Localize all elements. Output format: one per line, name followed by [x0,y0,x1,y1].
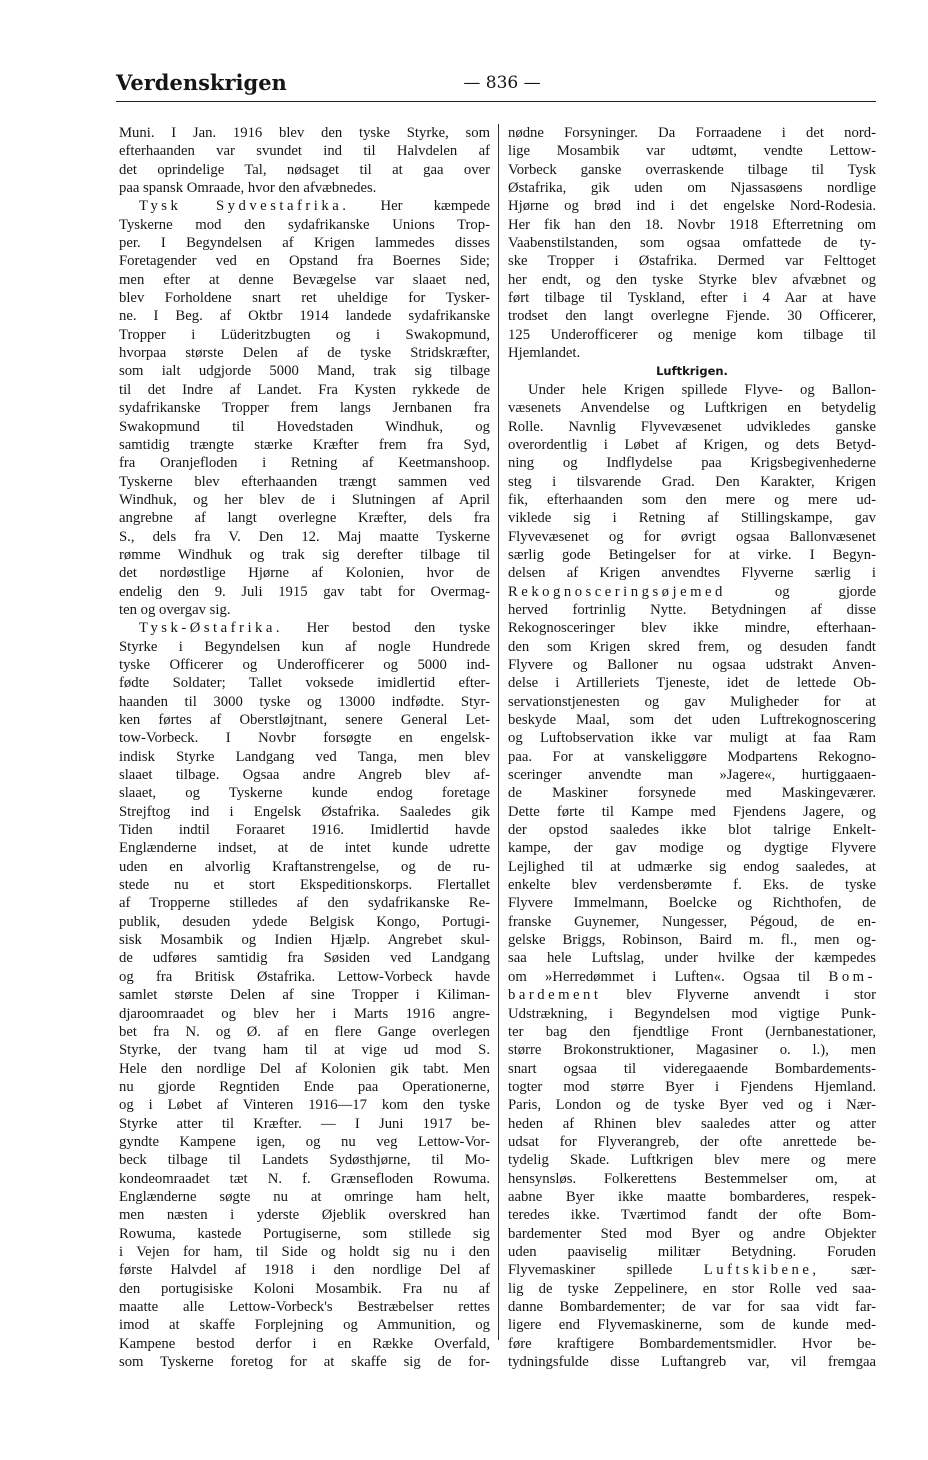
text-line: Dette førte til Kampe med Fjendens Jagere, og [508,803,876,820]
text-line: Flyvere og Balloner nu ogsaa udstrakt Anven- [508,656,876,673]
text-fragment: Her kæmpede [349,198,490,215]
text-line: beskyde Maal, som det uden Luftrekognoscering [508,712,876,728]
text-line: det nordøstlige Hjørne af Kolonien, hvor de [119,565,490,582]
text-line: lige Mosambik var udtømt, vendte Lettow- [508,143,876,160]
text-line: nødne Forsyninger. Da Forraadene i det nord- [508,125,876,141]
text-line: Lejlighed til at udmærke sig endog saaledes, at [508,858,876,875]
text-line: servationstjenesten og gav Muligheder for at [508,693,876,710]
text-line: men efter at denne Bevægelse var slaaet ned, [119,271,490,288]
text-line: nu gjorde Regntiden Ende paa Operationerne, [119,1078,490,1095]
text-fragment: blev Flyverne anvendt i stor [601,987,876,1004]
text-line: og i Løbet af Vinteren 1916—17 kom den tyske [119,1097,490,1114]
text-line: bet fra N. og Ø. af en flere Gange overlegen [119,1023,490,1040]
text-line: hensynsløs. Folkerettens Bestemmelser om, at [508,1170,876,1187]
column-divider [498,124,499,1340]
spaced-term-bombardement-part1: Bom- [828,968,876,985]
text-line: heden af Rhinen blev saaledes atter og atter [508,1115,876,1132]
text-line: ne. I Beg. af Oktbr 1914 landede sydafrikanske [119,308,490,325]
text-line: viklede sig i Retning af Stillingskampe, gav [508,510,876,527]
text-line: 125 Underofficerer og menige kom tilbage til [508,326,876,343]
text-line: Paris, London og de tyske Byer ved og i Nær- [508,1097,876,1114]
text-line: beck tilbage til Landets Sydøsthjørne, til Mo- [119,1152,490,1169]
text-line: men næsten i yderste Øjeblik overskred han [119,1207,490,1224]
text-line: angrebne af langt overlegne Kræfter, dels fra [119,510,490,527]
text-line: og Luftobservation ikke var muligt at faa Ram [508,730,876,747]
text-line: Tyskerne mod den sydafrikanske Unions Trop- [119,216,490,233]
text-line: den portugisiske Koloni Mosambik. Fra nu af [119,1280,490,1297]
text-line: gyndte Kampene igen, og nu veg Lettow-Vor- [119,1133,490,1150]
text-line: sydafrikanske Tropper frem langs Jernbanen fra [119,400,490,417]
emphasis-line [508,968,876,986]
text-line: blev Forholdene snart ret uheldige for Tysker- [119,290,490,307]
text-line: tyske Officerer og Underofficerer og 5000 ind- [119,656,490,673]
text-line: danne Bombardementer; de var for saa vidt far- [508,1299,876,1315]
text-line: herved fortrinlig Nytte. Betydningen af disse [508,601,876,618]
text-line: haanden til 3000 tyske og 13000 indfødte. Styr- [119,693,490,710]
text-line: paa spansk Omraade, hvor den afvæbnedes. [119,180,377,197]
text-line: S., dels fra V. Den 12. Maj maatte Tyskerne [119,528,490,545]
text-line: Rolle. Navnlig Flyvevæsenet udvikledes ganske [508,418,876,435]
text-line: som ialt udgjorde 5000 Mand, trak sig tilbage [119,363,490,380]
section-heading-luftkrigen: Luftkrigen. [656,364,728,379]
section-line [119,619,490,637]
text-line: paa. For at vanskeliggøre Modpartens Rekogno- [508,748,876,765]
text-line: fra Oranjefloden i Retning af Keetmanshoop. [119,455,490,472]
text-line: Hjørne og brød ind i det engelske Nord-Rodesia. [508,198,876,215]
text-line: saa hele Luftslag, under hvilke der kæmpedes [508,950,876,967]
text-line: Rowuma, kastede Portugiserne, som stillede sig [119,1225,490,1242]
section-title-tysk-ostafrika: Tysk-Østafrika. [139,620,284,637]
text-line: til det Indre af Landet. Fra Kysten rykkede de [119,381,490,398]
text-line: Muni. I Jan. 1916 blev den tyske Styrke, som [119,125,490,141]
text-fragment: og gjorde [725,583,876,600]
text-line: udsat for Flyverangreb, der ofte anrettede be- [508,1133,876,1150]
text-line: kondeomraadet tæt N. f. Grænsefloden Rowuma. [119,1170,490,1187]
text-line: fødte Soldater; Tallet voksede imidlertid efter- [119,675,490,692]
text-line: de udføres samtidig fra Søsiden ved Landgang [119,950,490,967]
text-line: steg i tilsvarende Grad. Den Karakter, Krigen [508,473,876,490]
right-column [508,124,876,1371]
text-fragment: Her bestod den tyske [283,620,490,637]
text-fragment: sær- [819,1262,876,1279]
text-line: delsen af Krigen anvendtes Flyverne særlig i [508,565,876,582]
text-fragment: Flyvemaskiner spillede [508,1262,673,1279]
text-line: Tropper i Lüderitzbugten og i Swakopmund, [119,326,490,343]
text-line: ske Tropper i Østafrika. Dermed var Felttoget [508,253,876,270]
spaced-term-bombardement-part2: bardement [508,987,602,1004]
text-line: den som Krigen skred frem, og desuden fandt [508,638,876,655]
spaced-term-luftskibene: Luftskibene, [703,1262,820,1279]
emphasis-line [508,583,876,601]
text-line: bardementer Sted mod Byer og andre Objekter [508,1225,876,1242]
text-line: ter bag den fjendtlige Front (Jernbanestationer, [508,1023,876,1040]
text-line: snart ogsaa til videregaaende Bombardements- [508,1060,876,1077]
text-line: Flyvevæsenet og for øvrigt ogsaa Ballonvæsenet [508,528,876,545]
text-line: i Vejen for ham, til Side og holdt sig nu i den [119,1243,490,1260]
text-line: og fra Britisk Østafrika. Lettow-Vorbeck havde [119,968,490,985]
text-line: uden paaviselig militær Betydning. Foruden [508,1243,876,1260]
text-line: slaaet, og Tyskerne kunde endog foretage [119,785,490,802]
text-line: overordentlig i Løbet af Krigen, og dets Betyd- [508,436,876,453]
text-line: uden en alvorlig Kraftanstrengelse, og de ru- [119,858,490,875]
header-rule [116,101,876,102]
text-line: af Tropperne stilledes af den sydafrikanske Re- [119,895,490,912]
text-line: endelig den 9. Juli 1915 gav tabt for Overmag- [119,583,490,600]
text-line: delse i Artilleriets Tjeneste, idet de lettede Ob- [508,675,876,692]
text-line: per. I Begyndelsen af Krigen lammedes disses [119,235,490,252]
running-title: Verdenskrigen [116,70,287,95]
text-line: kampe, der gav modige og dygtige Flyvere [508,840,876,857]
text-line: Tiden indtil Foraaret 1916. Imidlertid havde [119,822,490,839]
text-line: ført tilbage til Tyskland, efter i 4 Aar at have [508,290,876,307]
text-line: ning og Indflydelse paa Krigsbegivenhederne [508,455,876,472]
text-line: djaroomraadet og blev her i Marts 1916 angre- [119,1005,490,1022]
text-line: særlig gode Betingelser for at virke. I Begyn- [508,546,876,563]
text-line: væsenets Anvendelse og Luftkrigen en betydelig [508,400,876,417]
text-line: Østafrika, gik uden om Njassasøens nordlige [508,180,876,197]
text-line: Strejftog ind i Engelsk Østafrika. Saaledes gik [119,803,490,820]
page-number: — 836 — [463,73,541,93]
text-line: indisk Styrke Landgang ved Tanga, men blev [119,748,490,765]
text-line: publik, desuden ydede Belgisk Kongo, Portugi- [119,913,490,930]
text-line: her endt, og den tyske Styrke blev afvæbnet og [508,271,876,288]
text-line: Tyskerne blev efterhaanden trængt sammen ved [119,473,490,490]
text-line: de Maskiner forsynede med Maskingeværer. [508,785,876,802]
left-column [119,124,490,1371]
text-line: første Halvdel af 1918 i den nordlige Del af [119,1262,490,1279]
text-line: hvorpaa største Delen af de tyske Stridskræfter, [119,345,490,362]
text-line: sceringer anvendte man »Jagere«, hurtiggaaen- [508,767,876,784]
text-line: fik, efterhaanden som den mere og mere ud- [508,491,876,508]
text-line: Windhuk, og her blev de i Slutningen af April [119,491,490,508]
text-line: Flyvere Immelmann, Boelcke og Richthofen, de [508,895,876,912]
text-line: det oprindelige Tal, nødsaget til at gaa over [119,161,490,178]
text-line: Foretagender ved en Opstand fra Boernes Side; [119,253,490,270]
text-fragment: om »Herredømmet i Luften«. Ogsaa til [508,968,811,985]
text-line: føre kraftigere Bombardementsmidler. Hvor be- [508,1335,876,1352]
text-line: enkelte blev verdensberømte f. Eks. de tyske [508,877,876,894]
text-line: efterhaanden var svundet ind til Halvdelen af [119,143,490,160]
text-line: tydelig Skade. Luftkrigen blev mere og mere [508,1152,876,1169]
text-line: rømme Windhuk og trak sig derefter tilbage til [119,546,490,563]
text-line: tow-Vorbeck. I Novbr forsøgte en engelsk- [119,730,490,747]
text-line: samtidig trængte stærke Kræfter frem fra Syd, [119,436,490,453]
text-line: teredes ikke. Tværtimod fandt der ofte Bom- [508,1207,876,1224]
text-line: aabne Byer ikke maatte bombarderes, respek- [508,1188,876,1205]
spaced-term-rekognosceringsojemed: Rekognosceringsøjemed [508,583,726,600]
text-line: Hjemlandet. [508,345,581,362]
text-line: trodset den langt overlegne Fjende. 30 Officerer, [508,308,876,325]
text-line: Swakopmund til Hovedstaden Windhuk, og [119,418,490,435]
text-line: tydningsfulde disse Luftangreb var, vil fremgaa [508,1354,876,1371]
text-line: Hele den nordlige Del af Kolonien gik tabt. Men [119,1060,490,1077]
text-line: Styrke i Begyndelsen kun af nogle Hundrede [119,638,490,655]
text-line: der opstod saaledes ikke blot talrige Enkelt- [508,822,876,839]
text-line: Rekognosceringer blev ikke mindre, efterhaan- [508,620,876,637]
text-line: Englænderne søgte nu at omringe ham helt, [119,1188,490,1205]
section-line [119,197,490,215]
text-line: Her fik han den 18. Novbr 1918 Efterretning om [508,216,876,233]
text-line: Udstrækning, i Begyndelsen mod vigtige Punk- [508,1005,876,1022]
text-line: franske Guynemer, Nungesser, Pégoud, de en- [508,913,876,930]
text-line: ligere end Flyvemaskinerne, som de kunde med- [508,1317,876,1334]
text-line: Vorbeck ganske overraskende tilbage til Tysk [508,161,876,178]
text-line: Englænderne indset, at de intet kunde udrette [119,840,490,857]
emphasis-line [508,986,876,1004]
text-line: ken førtes af Oberstløjtnant, senere General Let- [119,712,490,728]
section-title-tysk-sydvestafrika: Tysk Sydvestafrika. [139,198,350,215]
text-line: slaaet tilbage. Ogsaa andre Angreb blev af- [119,767,490,784]
emphasis-line [508,1261,876,1279]
text-line: Kampene bestod derfor i en Række Overfald, [119,1335,490,1352]
text-line: gelske Briggs, Robinson, Baird m. fl., men og- [508,932,876,949]
text-line: stede nu et stort Ekspeditionskorps. Flertallet [119,877,490,894]
text-line: Styrke, der tvang ham til at vige ud mod S. [119,1042,490,1059]
text-line: maatte alle Lettow-Vorbeck's Bestræbelser rettes [119,1299,490,1315]
text-line: som Tyskerne foretog for at skaffe sig de for- [119,1354,490,1371]
text-line: større Brokonstruktioner, Magasiner o. l.), men [508,1042,876,1059]
text-line: samlet største Delen af sine Tropper i Kiliman- [119,987,490,1004]
text-line: Under hele Krigen spillede Flyve- og Ballon- [528,381,876,398]
text-line: lig de tyske Zeppelinere, en stor Rolle ved saa- [508,1280,876,1297]
text-line: togter mod større Byer i Fjendens Hjemland. [508,1078,876,1095]
text-line: Vaabenstilstanden, som ogsaa omfattede de ty- [508,235,876,252]
text-line: ten og overgav sig. [119,601,231,618]
text-line: imod at skaffe Forplejning og Ammunition, og [119,1317,490,1334]
text-line: sisk Mosambik og Indien Hjælp. Angrebet skul- [119,932,490,949]
text-line: Styrke atter til Kræfter. — I Juni 1917 be- [119,1115,490,1132]
